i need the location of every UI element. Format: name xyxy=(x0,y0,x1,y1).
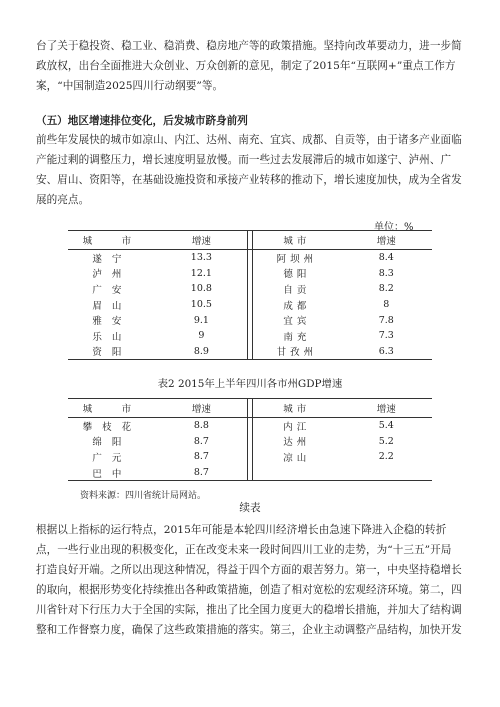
table-row xyxy=(68,434,432,450)
column-header-growth: 增速 xyxy=(191,236,211,247)
city-cell: 达州 xyxy=(283,437,311,449)
growth-cell: 10.8 xyxy=(190,283,212,295)
table-row xyxy=(68,418,432,434)
column-header-growth: 增速 xyxy=(376,404,396,415)
growth-cell: 6.3 xyxy=(378,345,394,357)
column-header-city: 城市 xyxy=(283,236,311,247)
growth-cell: 2.2 xyxy=(378,451,394,463)
text-line: 安、眉山、资阳等，在基础设施投资和承接产业转移的推动下，增长速度加快，成为全省发 xyxy=(36,174,462,186)
growth-cell: 8.7 xyxy=(193,467,209,479)
text-line: 的取向，根据形势变化持续推出各种政策措施，创造了相对宽松的宏观经济环境。第二，四 xyxy=(36,584,462,596)
city-cell: 广安 xyxy=(92,284,132,296)
city-cell: 遂宁 xyxy=(92,253,132,265)
city-cell: 攀枝花 xyxy=(82,421,142,433)
city-cell: 南充 xyxy=(283,331,311,343)
city-cell: 甘孜州 xyxy=(276,347,318,359)
growth-cell: 9.1 xyxy=(193,314,209,326)
growth-cell: 8.7 xyxy=(193,435,209,447)
continued-label: 续表 xyxy=(239,502,261,514)
growth-cell: 8.7 xyxy=(193,451,209,463)
table-row xyxy=(68,328,432,344)
city-cell: 成都 xyxy=(283,300,311,312)
city-cell: 凉山 xyxy=(283,452,311,464)
city-cell xyxy=(253,465,341,481)
text-line: 根据以上指标的运行特点，2015年可能是本轮四川经济增长由急速下降进入企稳的转折 xyxy=(36,524,447,536)
table-row xyxy=(68,250,432,266)
gdp-growth-table-1 xyxy=(68,230,432,360)
city-cell: 内江 xyxy=(283,421,311,433)
city-cell: 资阳 xyxy=(92,347,132,359)
growth-cell: 7.3 xyxy=(378,330,394,342)
city-cell: 自贡 xyxy=(283,284,311,296)
column-header-growth: 增速 xyxy=(376,236,396,247)
column-header-growth: 增速 xyxy=(191,404,211,415)
growth-cell: 5.4 xyxy=(378,420,394,432)
table-row xyxy=(68,465,432,481)
city-cell: 德阳 xyxy=(283,269,311,281)
closing-paragraph xyxy=(36,520,468,640)
city-cell: 乐山 xyxy=(92,331,132,343)
growth-cell xyxy=(341,465,432,481)
table-row xyxy=(68,281,432,297)
city-cell: 雅安 xyxy=(92,316,132,328)
city-cell: 眉山 xyxy=(92,300,132,312)
growth-cell: 8.2 xyxy=(378,283,394,295)
column-header-city: 城 市 xyxy=(82,236,142,247)
table-header-row xyxy=(68,399,432,418)
text-line: 案，“中国制造2025四川行动纲要”等。 xyxy=(36,80,224,92)
table-caption: 表2 2015年上半年四川各市州GDP增速 xyxy=(157,378,343,390)
growth-cell: 7.8 xyxy=(378,314,394,326)
city-cell: 阿坝州 xyxy=(276,253,318,265)
unit-label: 单位：% xyxy=(374,222,414,233)
table-row xyxy=(68,449,432,465)
text-line: 整和工作督察力度，确保了这些政策措施的落实。第三，企业主动调整产品结构，加快开发 xyxy=(36,624,462,636)
city-cell: 广元 xyxy=(92,452,132,464)
growth-cell: 5.2 xyxy=(378,435,394,447)
text-line: 前些年发展快的城市如凉山、内江、达州、南充、宜宾、成都、自贡等，由于诸多产业面临 xyxy=(36,134,462,146)
source-note: 资料来源：四川省统计局网站。 xyxy=(80,491,207,501)
growth-cell: 8 xyxy=(383,299,390,311)
text-line: 产能过剩的调整压力，增长速度明显放慢。而一些过去发展滞后的城市如遂宁、泸州、广 xyxy=(36,154,452,166)
table-row xyxy=(68,297,432,313)
growth-cell: 10.5 xyxy=(190,299,212,311)
table-row xyxy=(68,312,432,328)
city-cell: 绵阳 xyxy=(92,437,132,449)
section-heading: （五）地区增速排位变化，后发城市跻身前列 xyxy=(36,115,248,127)
city-cell: 宜宾 xyxy=(283,316,311,328)
growth-cell: 8.4 xyxy=(378,252,394,264)
table-header-row xyxy=(68,231,432,250)
text-line: 川省针对下行压力大于全国的实际，推出了比全国力度更大的稳增长措施，并加大了结构调 xyxy=(36,604,462,616)
text-line: 台了关于稳投资、稳工业、稳消费、稳房地产等的政策措施。坚持向改革要动力，进一步简 xyxy=(36,40,462,52)
text-line: 政放权，出台全面推进大众创业、万众创新的意见，制定了2015年“互联网+”重点工作方 xyxy=(36,60,456,72)
gdp-growth-table-2 xyxy=(68,398,432,481)
growth-cell: 8.3 xyxy=(378,267,394,279)
column-header-city: 城市 xyxy=(283,404,311,415)
section-paragraph xyxy=(36,130,468,210)
growth-cell: 13.3 xyxy=(190,252,212,264)
city-cell: 泸州 xyxy=(92,269,132,281)
growth-cell: 8.8 xyxy=(193,420,209,432)
text-line: 点，一些行业出现的积极变化，正在改变未来一段时间四川工业的走势，为“十三五”开局 xyxy=(36,544,452,556)
table-row xyxy=(68,344,432,360)
growth-cell: 8.9 xyxy=(193,345,209,357)
growth-cell: 12.1 xyxy=(190,267,212,279)
text-line: 打造良好开端。之所以出现这种情况，得益于四个方面的艰苦努力。第一，中央坚持稳增长 xyxy=(36,564,462,576)
growth-cell: 9 xyxy=(198,330,205,342)
table-row xyxy=(68,266,432,282)
intro-paragraph xyxy=(36,36,468,96)
column-header-city: 城 市 xyxy=(82,404,142,415)
city-cell: 巴中 xyxy=(92,468,132,480)
text-line: 展的亮点。 xyxy=(36,194,90,206)
